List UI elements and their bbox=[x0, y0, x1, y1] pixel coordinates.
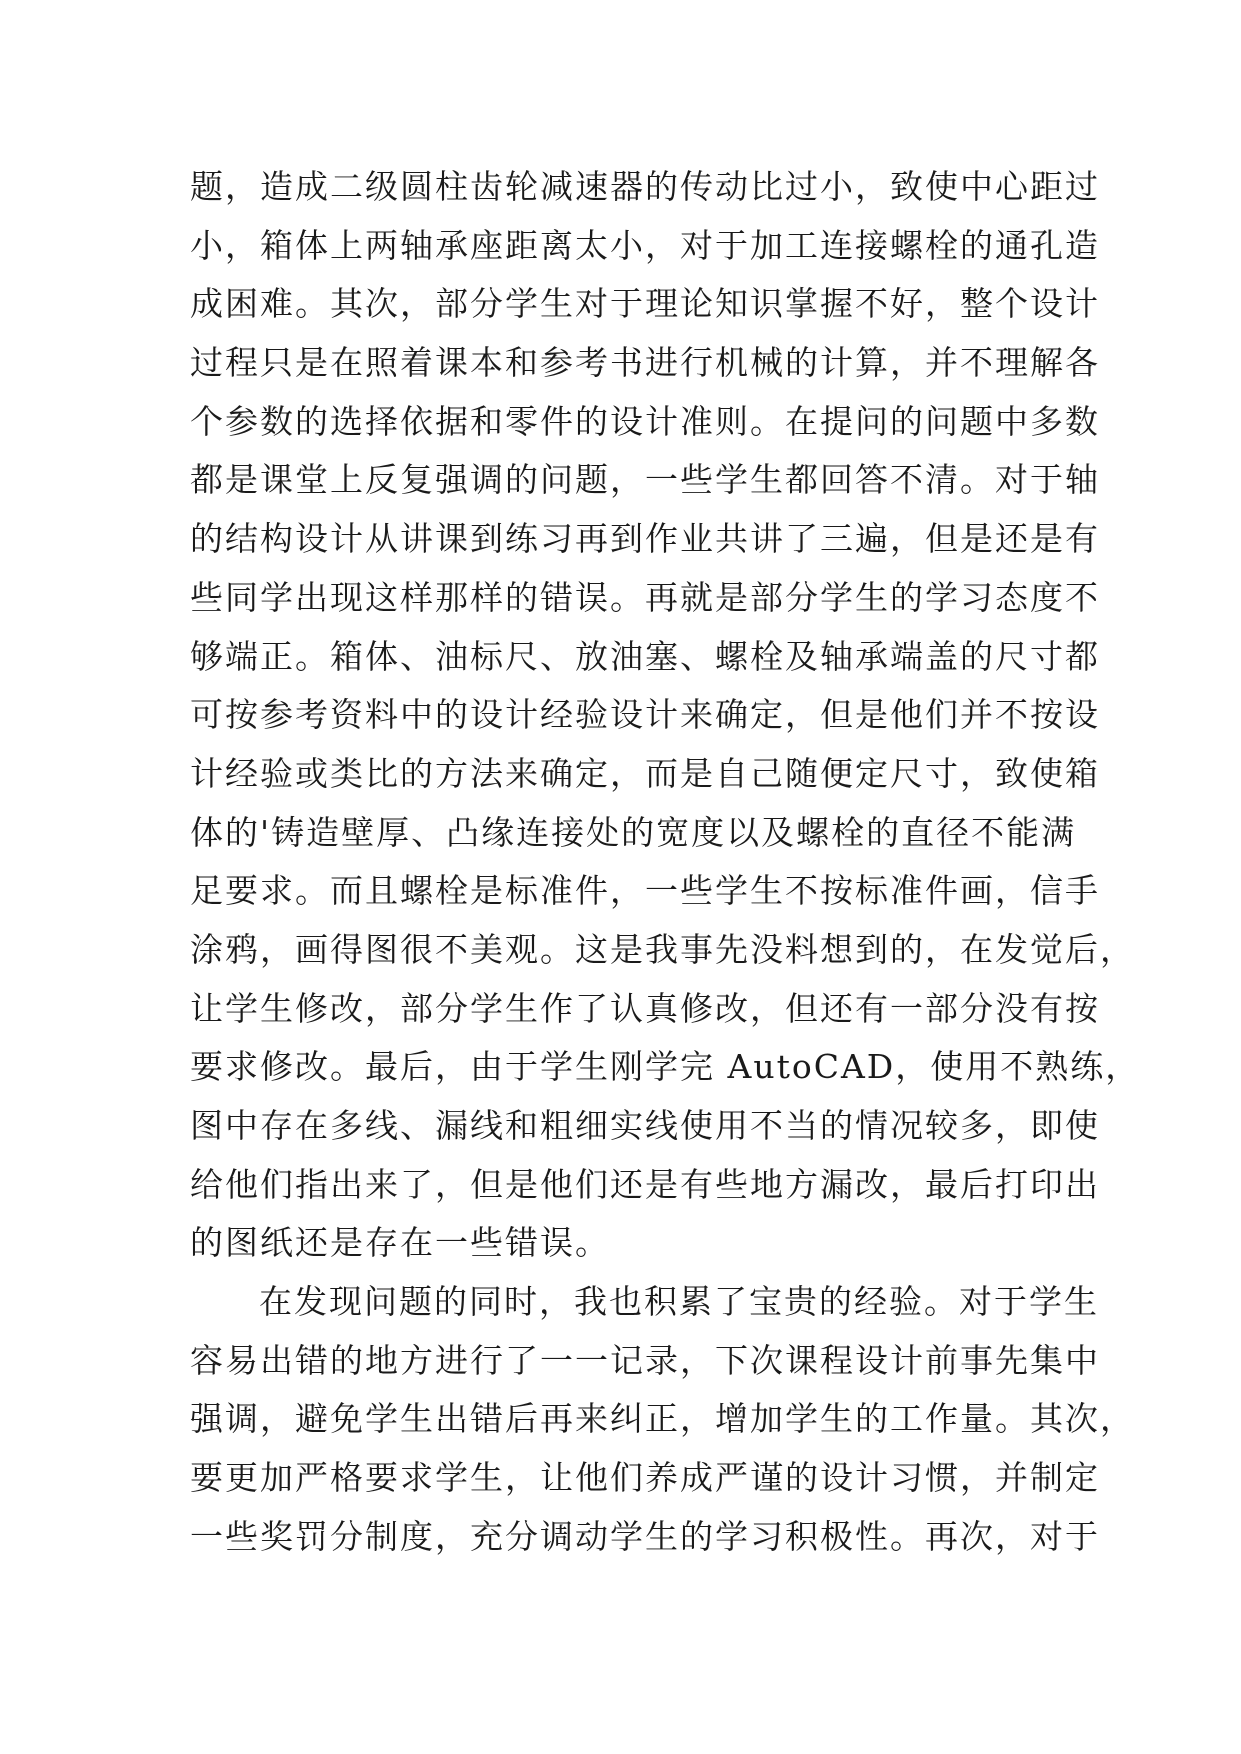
text-line: 给他们指出来了，但是他们还是有些地方漏改，最后打印出 bbox=[190, 1164, 1100, 1204]
text-line: 在发现问题的同时，我也积累了宝贵的经验。对于学生 bbox=[259, 1282, 1099, 1322]
body-text bbox=[190, 158, 1141, 1567]
text-line: 的结构设计从讲课到练习再到作业共讲了三遍，但是还是有 bbox=[190, 519, 1100, 559]
text-line: 题，造成二级圆柱齿轮减速器的传动比过小，致使中心距过 bbox=[190, 167, 1100, 206]
text-line: 要更加严格要求学生，让他们养成严谨的设计习惯，并制定 bbox=[190, 1458, 1100, 1498]
text-line: 让学生修改，部分学生作了认真修改，但还有一部分没有按 bbox=[190, 988, 1100, 1028]
text-line: 容易出错的地方进行了一一记录，下次课程设计前事先集中 bbox=[190, 1340, 1100, 1380]
text-line: 可按参考资料中的设计经验设计来确定，但是他们并不按设 bbox=[190, 695, 1100, 735]
text-line: 都是课堂上反复强调的问题，一些学生都回答不清。对于轴 bbox=[190, 460, 1100, 500]
text-line: 足要求。而且螺栓是标准件，一些学生不按标准件画，信手 bbox=[190, 871, 1100, 911]
text-line: 过程只是在照着课本和参考书进行机械的计算，并不理解各 bbox=[190, 343, 1100, 383]
text-line: 个参数的选择依据和零件的设计准则。在提问的问题中多数 bbox=[190, 401, 1100, 441]
text-line: 小，箱体上两轴承座距离太小，对于加工连接螺栓的通孔造 bbox=[190, 225, 1100, 265]
text-line: 些同学出现这样那样的错误。再就是部分学生的学习态度不 bbox=[190, 577, 1100, 617]
text-line: 一些奖罚分制度，充分调动学生的学习积极性。再次，对于 bbox=[190, 1516, 1100, 1556]
text-line: 计经验或类比的方法来确定，而是自己随便定尺寸，致使箱 bbox=[190, 753, 1100, 793]
text-line: 体的'铸造壁厚、凸缘连接处的宽度以及螺栓的直径不能满 bbox=[190, 812, 1077, 852]
text-line: 要求修改。最后，由于学生刚学完 AutoCAD，使用不熟练， bbox=[190, 1047, 1141, 1087]
paragraph-1 bbox=[190, 158, 1141, 1273]
text-line: 图中存在多线、漏线和粗细实线使用不当的情况较多，即使 bbox=[190, 1106, 1100, 1145]
text-line: 涂鸦，画得图很不美观。这是我事先没料想到的，在发觉后， bbox=[190, 929, 1135, 969]
paragraph-2 bbox=[190, 1273, 1135, 1566]
text-line: 的图纸还是存在一些错误。 bbox=[190, 1223, 610, 1263]
text-line: 够端正。箱体、油标尺、放油塞、螺栓及轴承端盖的尺寸都 bbox=[190, 636, 1100, 676]
text-line: 强调，避免学生出错后再来纠正，增加学生的工作量。其次， bbox=[190, 1399, 1135, 1439]
text-line: 成困难。其次，部分学生对于理论知识掌握不好，整个设计 bbox=[190, 284, 1100, 324]
